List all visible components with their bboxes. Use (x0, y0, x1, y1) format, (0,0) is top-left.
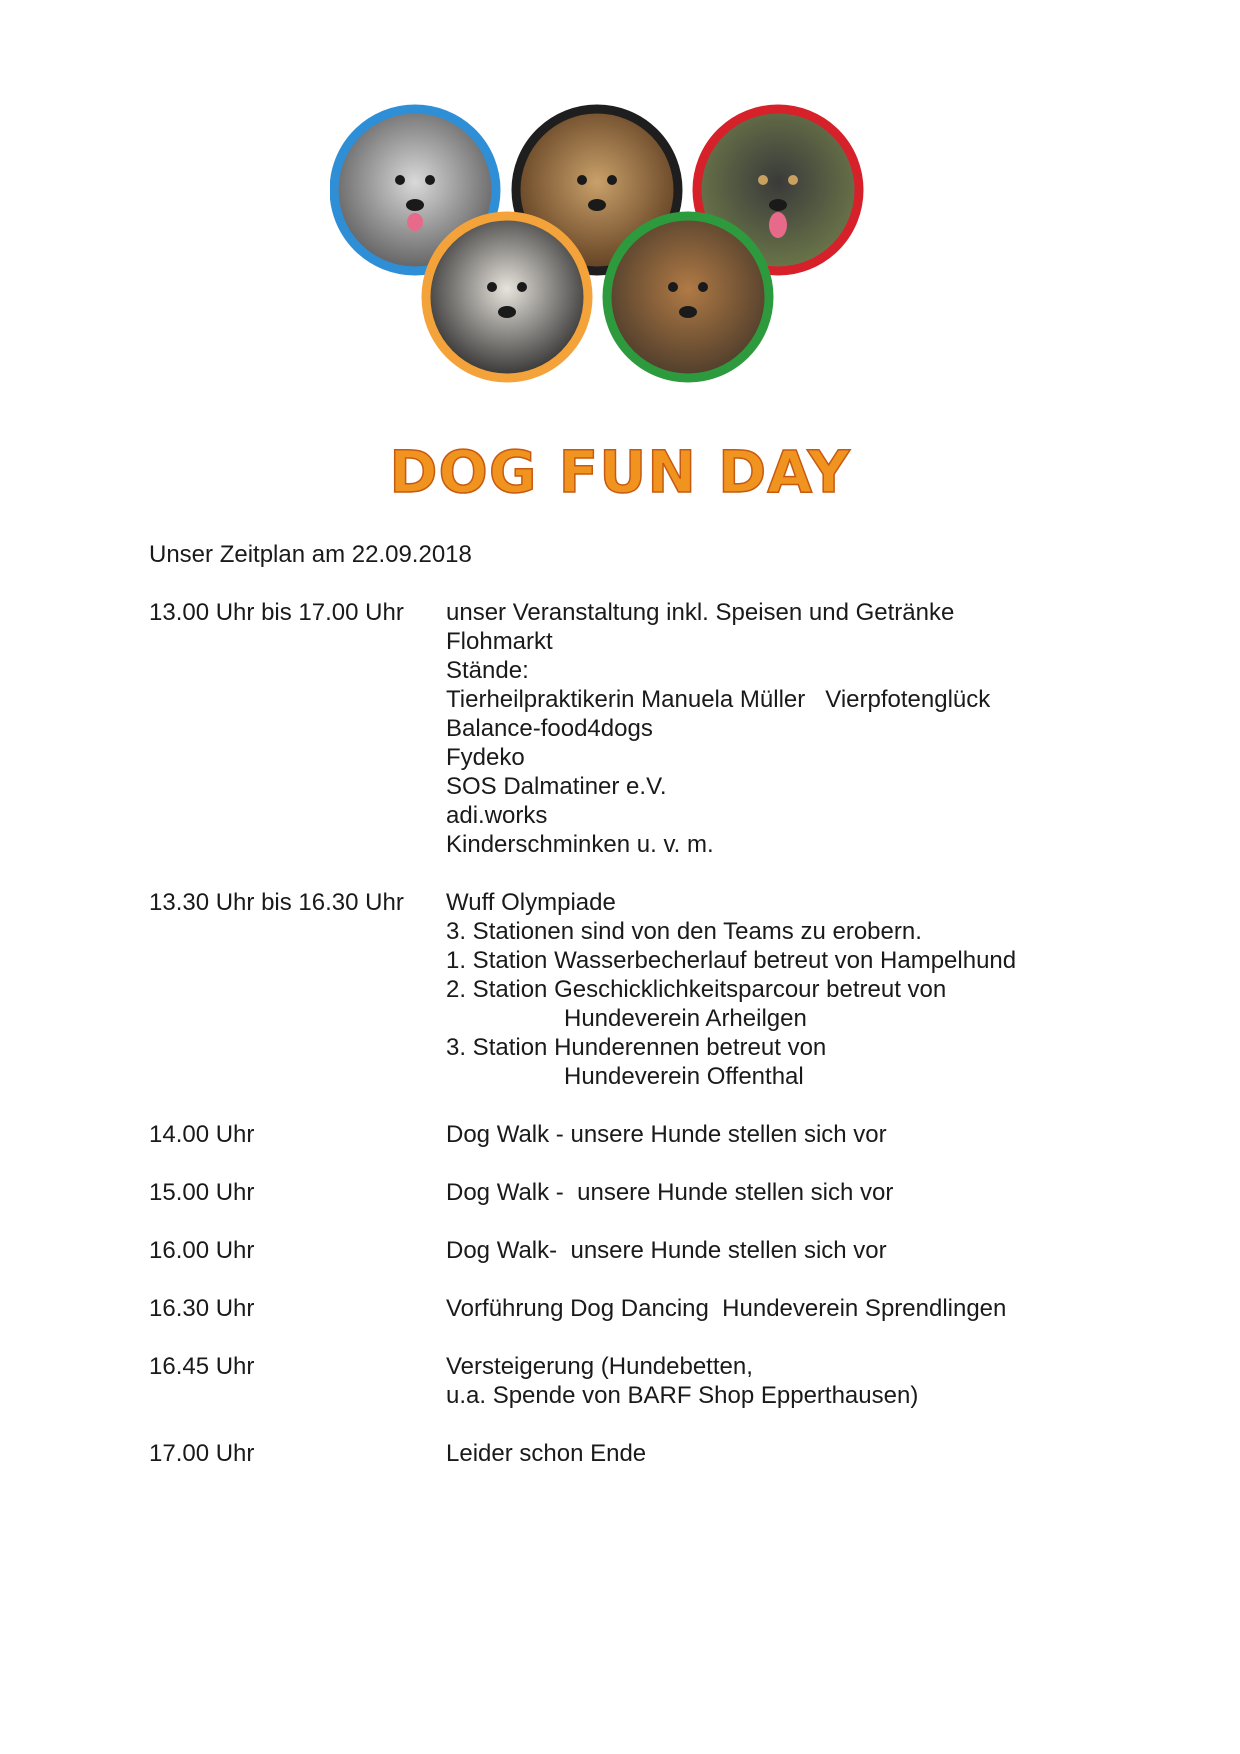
entry-line: Stände: (446, 657, 529, 684)
schedule-entry (149, 1178, 1109, 1207)
entry-line: 2. Station Geschicklichkeitsparcour betreut von (446, 976, 947, 1003)
entry-line: Hundeverein Arheilgen (564, 1005, 807, 1032)
entry-line: Hundeverein Offenthal (564, 1063, 804, 1090)
entry-line: 3. Station Hunderennen betreut von (446, 1034, 827, 1061)
entry-description (446, 1120, 1109, 1149)
entry-time: 16.45 Uhr (149, 1353, 255, 1380)
schedule-entry (149, 1236, 1109, 1265)
entry-line: Balance-food4dogs (446, 715, 653, 742)
entry-line: unser Veranstaltung inkl. Speisen und Getränke (446, 599, 955, 626)
schedule-subtitle: Unser Zeitplan am 22.09.2018 (149, 541, 472, 568)
entry-time: 13.30 Uhr bis 16.30 Uhr (149, 889, 404, 916)
entry-line: adi.works (446, 802, 548, 829)
entry-line: Fydeko (446, 744, 525, 771)
entry-line: Dog Walk- unsere Hunde stellen sich vor (446, 1237, 887, 1264)
entry-line: Kinderschminken u. v. m. (446, 831, 714, 858)
entry-description (446, 1439, 1109, 1468)
page-title: DOG FUN DAY (389, 438, 851, 506)
schedule-entry (149, 1352, 1109, 1410)
entry-time: 16.00 Uhr (149, 1237, 255, 1264)
entry-description (446, 1236, 1109, 1265)
entry-line: Wuff Olympiade (446, 889, 616, 916)
schedule-entry (149, 1294, 1109, 1323)
entry-line: Vorführung Dog Dancing Hundeverein Sprendlingen (446, 1295, 1007, 1322)
entry-line: SOS Dalmatiner e.V. (446, 773, 667, 800)
entry-line: Tierheilpraktikerin Manuela Müller Vierpfotenglück (446, 686, 991, 713)
entry-line: Dog Walk - unsere Hunde stellen sich vor (446, 1179, 894, 1206)
schedule-entry (149, 888, 1109, 1091)
schedule-list (149, 598, 1109, 1497)
entry-description (446, 1294, 1109, 1323)
entry-line: Dog Walk - unsere Hunde stellen sich vor (446, 1121, 887, 1148)
schedule-entry (149, 598, 1109, 859)
entry-time: 14.00 Uhr (149, 1121, 255, 1148)
olympic-rings-dog-photos-icon (330, 100, 890, 390)
schedule-entry (149, 1439, 1109, 1468)
entry-description (446, 1178, 1109, 1207)
entry-time: 16.30 Uhr (149, 1295, 255, 1322)
entry-line: Flohmarkt (446, 628, 553, 655)
entry-line: u.a. Spende von BARF Shop Epperthausen) (446, 1382, 919, 1409)
entry-time: 17.00 Uhr (149, 1440, 255, 1467)
entry-line: 1. Station Wasserbecherlauf betreut von Hampelhund (446, 947, 1017, 974)
entry-line: Leider schon Ende (446, 1440, 647, 1467)
entry-description (446, 1352, 1109, 1410)
entry-line: Versteigerung (Hundebetten, (446, 1353, 753, 1380)
entry-time: 13.00 Uhr bis 17.00 Uhr (149, 599, 404, 626)
entry-time: 15.00 Uhr (149, 1179, 255, 1206)
schedule-entry (149, 1120, 1109, 1149)
entry-description (446, 888, 1109, 1091)
entry-description (446, 598, 1109, 859)
entry-line: 3. Stationen sind von den Teams zu erobern. (446, 918, 922, 945)
